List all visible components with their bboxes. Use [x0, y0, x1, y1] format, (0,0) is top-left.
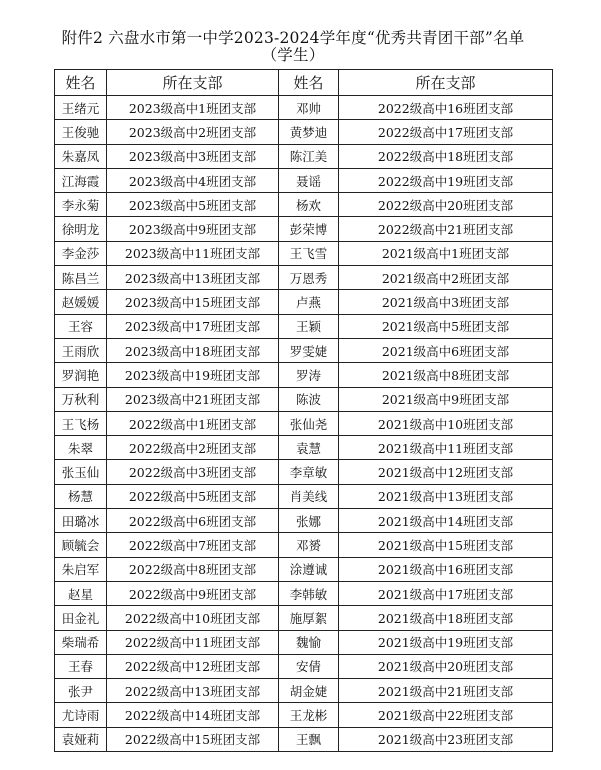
cell-branch-right: 2021级高中5班团支部 [339, 314, 553, 338]
cell-name-right: 张娜 [279, 509, 339, 533]
cell-branch-right: 2021级高中12班团支部 [339, 460, 553, 484]
cell-branch-left: 2023级高中4班团支部 [107, 168, 279, 192]
table-row [55, 266, 553, 290]
table-row [55, 606, 553, 630]
cell-branch-left: 2023级高中11班团支部 [107, 241, 279, 265]
cell-name-left: 柴瑞希 [55, 630, 107, 654]
cell-branch-left: 2023级高中2班团支部 [107, 120, 279, 144]
cell-name-right: 卢燕 [279, 290, 339, 314]
cell-name-right: 魏愉 [279, 630, 339, 654]
roster-body [55, 96, 553, 752]
roster-table [54, 69, 553, 752]
cell-branch-left: 2023级高中17班团支部 [107, 314, 279, 338]
cell-name-left: 顾毓会 [55, 533, 107, 557]
header-branch-right: 所在支部 [339, 70, 553, 96]
cell-branch-right: 2021级高中8班团支部 [339, 363, 553, 387]
cell-branch-right: 2022级高中19班团支部 [339, 168, 553, 192]
cell-branch-right: 2021级高中15班团支部 [339, 533, 553, 557]
cell-branch-left: 2023级高中3班团支部 [107, 144, 279, 168]
table-row [55, 436, 553, 460]
table-row [55, 460, 553, 484]
cell-name-left: 王春 [55, 654, 107, 678]
cell-branch-right: 2021级高中6班团支部 [339, 338, 553, 362]
table-row [55, 703, 553, 727]
cell-branch-right: 2021级高中22班团支部 [339, 703, 553, 727]
table-row [55, 314, 553, 338]
cell-branch-left: 2022级高中11班团支部 [107, 630, 279, 654]
cell-name-left: 张玉仙 [55, 460, 107, 484]
table-row [55, 533, 553, 557]
cell-name-right: 李韩敏 [279, 581, 339, 605]
cell-name-left: 朱启军 [55, 557, 107, 581]
cell-name-right: 王龙彬 [279, 703, 339, 727]
table-row [55, 679, 553, 703]
table-row [55, 241, 553, 265]
cell-name-right: 聂谣 [279, 168, 339, 192]
cell-branch-left: 2023级高中1班团支部 [107, 96, 279, 120]
table-row [55, 654, 553, 678]
cell-branch-right: 2021级高中18班团支部 [339, 606, 553, 630]
cell-name-left: 田金礼 [55, 606, 107, 630]
cell-branch-right: 2021级高中16班团支部 [339, 557, 553, 581]
cell-name-left: 万秋利 [55, 387, 107, 411]
table-row [55, 144, 553, 168]
cell-name-right: 袁慧 [279, 436, 339, 460]
cell-name-left: 朱翠 [55, 436, 107, 460]
cell-branch-left: 2023级高中15班团支部 [107, 290, 279, 314]
cell-branch-right: 2021级高中10班团支部 [339, 411, 553, 435]
cell-name-left: 王俊驰 [55, 120, 107, 144]
cell-name-right: 邓帅 [279, 96, 339, 120]
cell-name-right: 王飘 [279, 727, 339, 751]
cell-name-left: 田璐冰 [55, 509, 107, 533]
cell-branch-left: 2022级高中2班团支部 [107, 436, 279, 460]
cell-name-right: 涂遵诚 [279, 557, 339, 581]
cell-branch-right: 2021级高中14班团支部 [339, 509, 553, 533]
table-row [55, 557, 553, 581]
cell-name-right: 王颖 [279, 314, 339, 338]
cell-name-right: 黄梦迪 [279, 120, 339, 144]
cell-name-left: 尤诗雨 [55, 703, 107, 727]
table-row [55, 630, 553, 654]
cell-branch-left: 2022级高中12班团支部 [107, 654, 279, 678]
cell-name-right: 张仙尧 [279, 411, 339, 435]
cell-branch-left: 2023级高中13班团支部 [107, 266, 279, 290]
cell-branch-left: 2022级高中5班团支部 [107, 484, 279, 508]
cell-name-left: 江海霞 [55, 168, 107, 192]
cell-name-left: 王雨欣 [55, 338, 107, 362]
cell-name-right: 罗雯婕 [279, 338, 339, 362]
cell-branch-right: 2021级高中23班团支部 [339, 727, 553, 751]
cell-name-left: 王绪元 [55, 96, 107, 120]
cell-branch-left: 2022级高中6班团支部 [107, 509, 279, 533]
cell-branch-left: 2022级高中14班团支部 [107, 703, 279, 727]
cell-branch-left: 2023级高中19班团支部 [107, 363, 279, 387]
cell-name-left: 赵星 [55, 581, 107, 605]
cell-name-right: 施厚絮 [279, 606, 339, 630]
table-row [55, 509, 553, 533]
table-header-row [55, 70, 553, 96]
cell-branch-left: 2023级高中5班团支部 [107, 193, 279, 217]
cell-name-left: 张尹 [55, 679, 107, 703]
cell-branch-left: 2023级高中21班团支部 [107, 387, 279, 411]
table-row [55, 193, 553, 217]
cell-branch-right: 2022级高中21班团支部 [339, 217, 553, 241]
cell-branch-right: 2021级高中9班团支部 [339, 387, 553, 411]
table-row [55, 484, 553, 508]
cell-name-right: 陈江美 [279, 144, 339, 168]
cell-name-left: 罗润艳 [55, 363, 107, 387]
table-row [55, 363, 553, 387]
table-row [55, 290, 553, 314]
cell-branch-right: 2022级高中16班团支部 [339, 96, 553, 120]
cell-branch-left: 2022级高中13班团支部 [107, 679, 279, 703]
cell-branch-right: 2021级高中11班团支部 [339, 436, 553, 460]
cell-branch-right: 2021级高中19班团支部 [339, 630, 553, 654]
cell-name-right: 彭荣博 [279, 217, 339, 241]
header-branch-left: 所在支部 [107, 70, 279, 96]
cell-branch-right: 2022级高中18班团支部 [339, 144, 553, 168]
cell-branch-left: 2022级高中3班团支部 [107, 460, 279, 484]
cell-branch-left: 2022级高中7班团支部 [107, 533, 279, 557]
cell-name-left: 李永菊 [55, 193, 107, 217]
cell-name-left: 袁娅莉 [55, 727, 107, 751]
table-row [55, 727, 553, 751]
cell-branch-left: 2022级高中10班团支部 [107, 606, 279, 630]
cell-branch-left: 2023级高中9班团支部 [107, 217, 279, 241]
table-row [55, 168, 553, 192]
cell-branch-right: 2022级高中17班团支部 [339, 120, 553, 144]
cell-name-left: 朱嘉凤 [55, 144, 107, 168]
cell-name-left: 陈昌兰 [55, 266, 107, 290]
header-name-right: 姓名 [279, 70, 339, 96]
cell-name-right: 肖美线 [279, 484, 339, 508]
cell-branch-left: 2022级高中8班团支部 [107, 557, 279, 581]
table-row [55, 411, 553, 435]
cell-branch-left: 2022级高中15班团支部 [107, 727, 279, 751]
cell-branch-left: 2022级高中9班团支部 [107, 581, 279, 605]
cell-branch-right: 2021级高中13班团支部 [339, 484, 553, 508]
cell-branch-right: 2021级高中2班团支部 [339, 266, 553, 290]
cell-name-left: 李金莎 [55, 241, 107, 265]
cell-name-left: 赵媛媛 [55, 290, 107, 314]
cell-name-left: 杨慧 [55, 484, 107, 508]
document-title: 附件2 六盘水市第一中学2023-2024学年度“优秀共青团干部”名单（学生） [61, 29, 525, 64]
cell-branch-right: 2022级高中20班团支部 [339, 193, 553, 217]
cell-name-left: 王容 [55, 314, 107, 338]
cell-name-right: 王飞雪 [279, 241, 339, 265]
cell-name-left: 徐明龙 [55, 217, 107, 241]
cell-branch-right: 2021级高中3班团支部 [339, 290, 553, 314]
cell-name-right: 万恩秀 [279, 266, 339, 290]
table-row [55, 120, 553, 144]
header-name-left: 姓名 [55, 70, 107, 96]
table-row [55, 338, 553, 362]
cell-name-right: 罗涛 [279, 363, 339, 387]
cell-branch-left: 2022级高中1班团支部 [107, 411, 279, 435]
cell-name-right: 胡金婕 [279, 679, 339, 703]
cell-name-right: 安倩 [279, 654, 339, 678]
cell-name-right: 李章敏 [279, 460, 339, 484]
cell-branch-right: 2021级高中21班团支部 [339, 679, 553, 703]
table-row [55, 581, 553, 605]
cell-branch-right: 2021级高中20班团支部 [339, 654, 553, 678]
cell-name-right: 陈波 [279, 387, 339, 411]
cell-branch-right: 2021级高中17班团支部 [339, 581, 553, 605]
cell-name-right: 邓赟 [279, 533, 339, 557]
table-row [55, 96, 553, 120]
table-row [55, 387, 553, 411]
cell-name-right: 杨欢 [279, 193, 339, 217]
cell-branch-left: 2023级高中18班团支部 [107, 338, 279, 362]
cell-name-left: 王飞杨 [55, 411, 107, 435]
table-row [55, 217, 553, 241]
cell-branch-right: 2021级高中1班团支部 [339, 241, 553, 265]
